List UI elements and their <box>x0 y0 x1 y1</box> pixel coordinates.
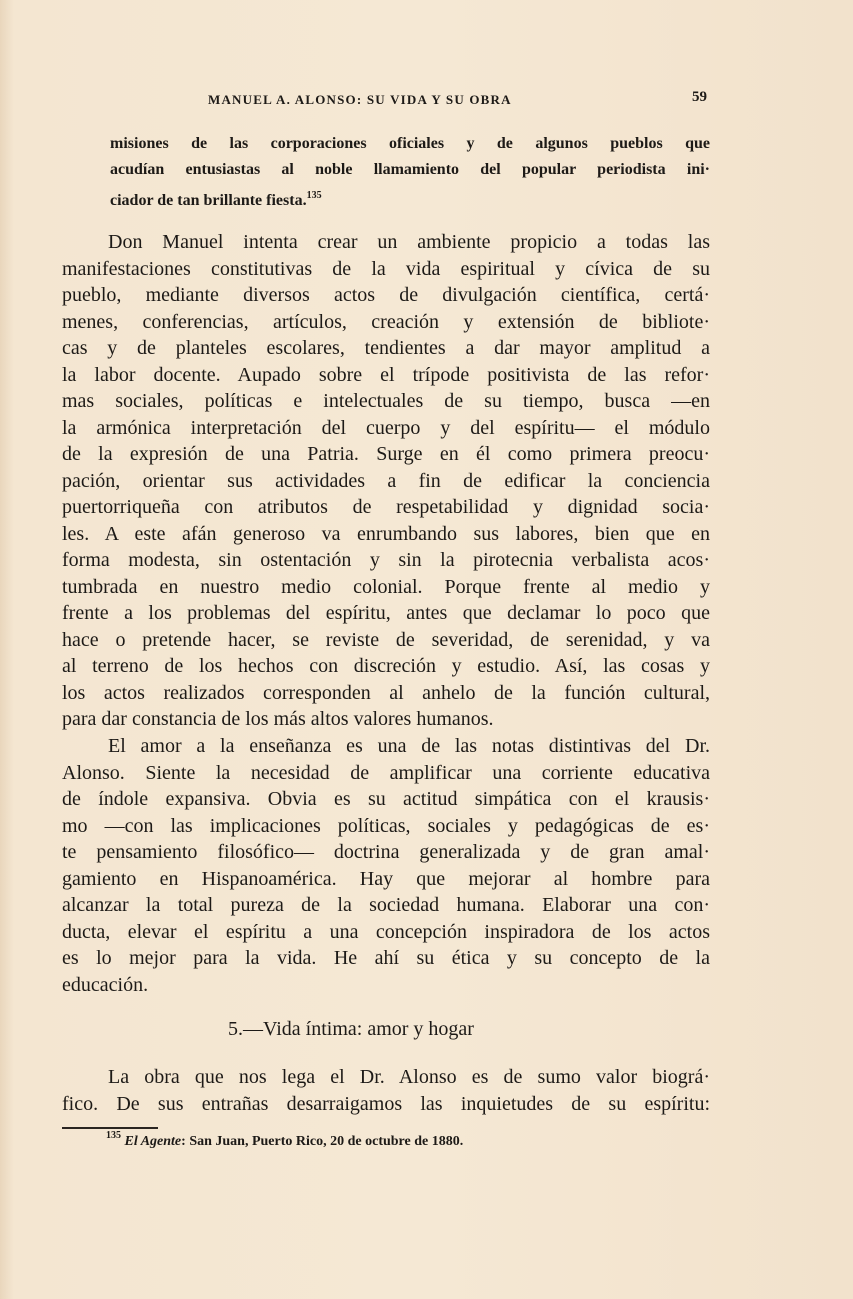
text-line: tumbrada en nuestro medio colonial. Porque frente al medio y <box>62 575 710 598</box>
text-line: de índole expansiva. Obvia es su actitud simpática con el krausis· <box>62 788 710 810</box>
text-line: la labor docente. Aupado sobre el trípode positivista de las refor· <box>62 363 710 386</box>
text-line: te pensamiento filosófico— doctrina generalizada y de gran amal· <box>62 841 710 863</box>
text-line: manifestaciones constitutivas de la vida espiritual y cívica de su <box>62 257 710 280</box>
footnote-reference: 135 <box>306 190 322 201</box>
section-heading: 5.—Vida íntima: amor y hogar <box>228 1018 474 1040</box>
footnote-source-title: El Agente <box>124 1134 182 1149</box>
quote-continuation <box>110 131 710 214</box>
text-line: ducta, elevar el espíritu a una concepción inspiradora de los actos <box>62 920 710 943</box>
text-line: al terreno de los hechos con discreción y estudio. Así, las cosas y <box>62 655 710 677</box>
text-line: los actos realizados corresponden al anhelo de la función cultural, <box>62 681 710 704</box>
footnote-number: 135 <box>106 1130 121 1141</box>
paragraph-3 <box>62 1064 710 1117</box>
text-line: alcanzar la total pureza de la sociedad humana. Elaborar una con· <box>62 894 710 916</box>
running-title: MANUEL A. ALONSO: SU VIDA Y SU OBRA <box>208 92 512 107</box>
text-line: educación. <box>62 973 149 996</box>
text-line: forma modesta, sin ostentación y sin la pirotecnia verbalista acos· <box>62 549 710 571</box>
text-line: les. A este afán generoso va enrumbando sus labores, bien que en <box>62 522 710 545</box>
text-line: misiones de las corporaciones oficiales y de algunos pueblos que <box>110 135 710 152</box>
footnote-text: : San Juan, Puerto Rico, 20 de octubre de 1880. <box>181 1134 464 1149</box>
text-line: La obra que nos lega el Dr. Alonso es de sumo valor biográ· <box>108 1066 710 1088</box>
text-line: El amor a la enseñanza es una de las notas distintivas del Dr. <box>108 735 710 757</box>
paragraph-1 <box>62 229 710 733</box>
text-line: gamiento en Hispanoamérica. Hay que mejorar al hombre para <box>62 867 710 890</box>
text-line: para dar constancia de los más altos valores humanos. <box>62 708 494 730</box>
running-head <box>0 89 853 116</box>
page-number: 59 <box>692 89 707 105</box>
text-line: menes, conferencias, artículos, creación y extensión de bibliote· <box>62 310 710 333</box>
text-line: mo —con las implicaciones políticas, sociales y pedagógicas de es· <box>62 814 710 837</box>
footnote-rule <box>62 1127 158 1129</box>
text-line: Alonso. Siente la necesidad de amplificar una corriente educativa <box>62 761 710 784</box>
text-line: es lo mejor para la vida. He ahí su ética y su concepto de la <box>62 947 710 969</box>
text-line-body: ciador de tan brillante fiesta. <box>110 192 307 209</box>
paragraph-2 <box>62 733 710 998</box>
text-line: hace o pretende hacer, se reviste de severidad, de serenidad, y va <box>62 628 710 651</box>
text-line: fico. De sus entrañas desarraigamos las inquietudes de su espíritu: <box>62 1092 710 1115</box>
text-line: cas y de planteles escolares, tendientes a dar mayor amplitud a <box>62 337 710 359</box>
text-line-last <box>110 183 710 214</box>
text-line: pueblo, mediante diversos actos de divulgación científica, certá· <box>62 284 710 306</box>
text-line: Don Manuel intenta crear un ambiente propicio a todas las <box>108 231 710 253</box>
text-line: mas sociales, políticas e intelectuales de su tiempo, busca —en <box>62 390 710 412</box>
text-line: puertorriqueña con atributos de respetabilidad y dignidad socia· <box>62 496 710 518</box>
text-line: pación, orientar sus actividades a fin de edificar la conciencia <box>62 469 710 492</box>
text-line: la armónica interpretación del cuerpo y del espíritu— el módulo <box>62 416 710 439</box>
text-line: frente a los problemas del espíritu, antes que declamar lo poco que <box>62 602 710 624</box>
text-line: acudían entusiastas al noble llamamiento del popular periodista ini· <box>110 161 710 178</box>
footnote <box>106 1130 463 1150</box>
text-line: de la expresión de una Patria. Surge en él como primera preocu· <box>62 443 710 465</box>
